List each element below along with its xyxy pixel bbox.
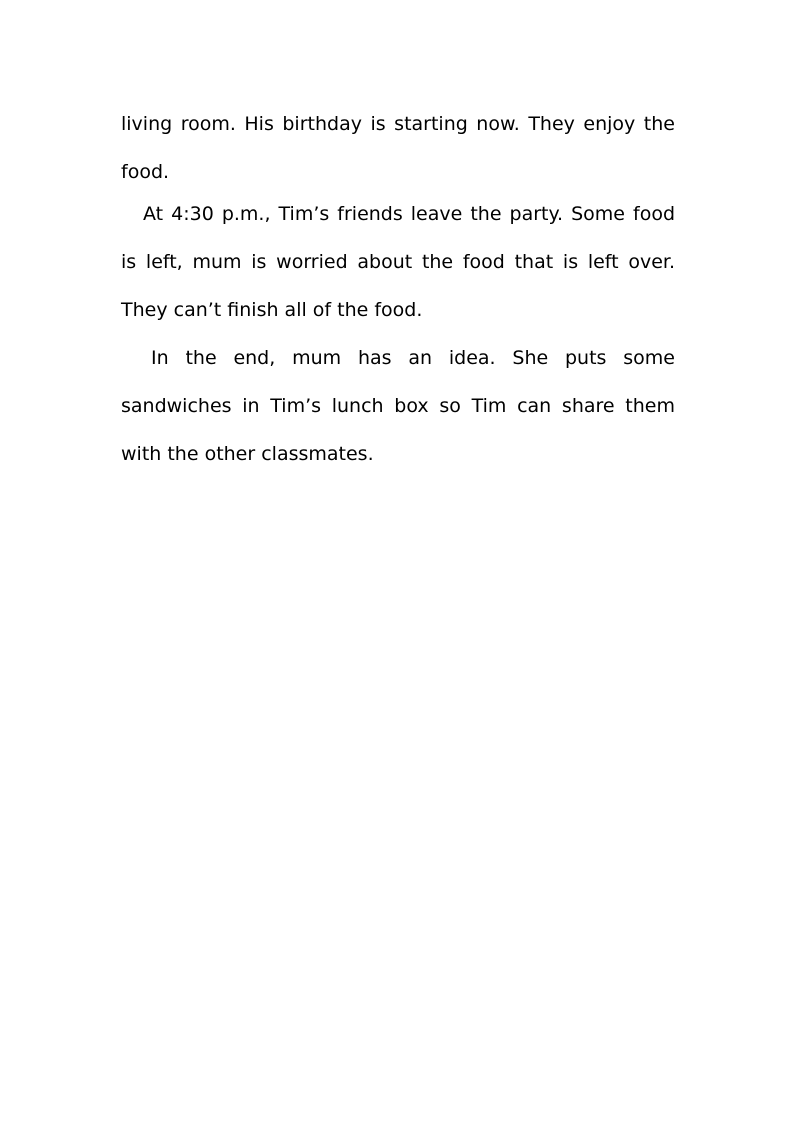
story-text [121,100,675,478]
paragraph-3: In the end, mum has an idea. She puts some sandwiches in Tim’s lunch box so Tim can share them with the other classmates. [121,347,675,465]
paragraph-1: living room. His birthday is starting now. They enjoy the food. [121,113,675,183]
paragraph-2: At 4:30 p.m., Tim’s friends leave the party. Some food is left, mum is worried about the food that is left over. They can’t finish all of the food. [121,203,675,321]
